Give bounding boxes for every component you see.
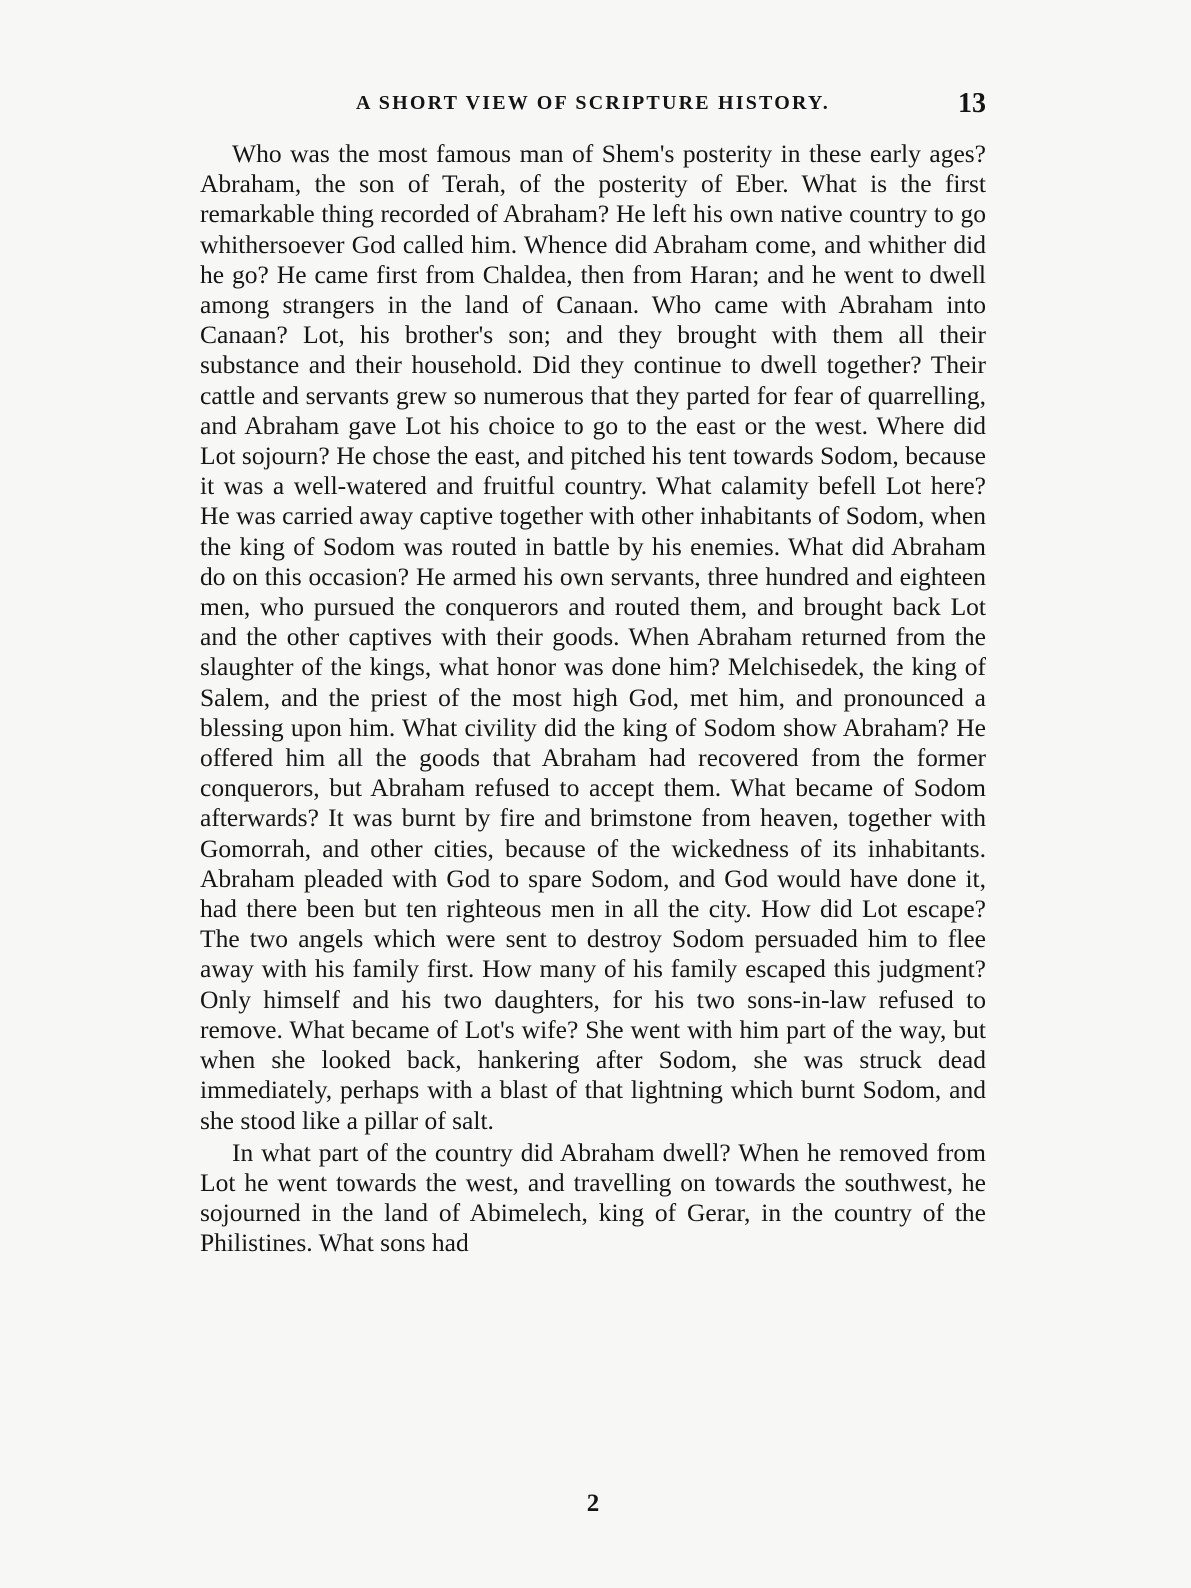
paragraph-2: In what part of the country did Abraham dwell? When he removed from Lot he went towards the west, and travelling on towards the southwest, he sojourned in the land of Abimelech, king of Gerar, in the country of the Philistines. What sons had [200,1137,986,1258]
paragraph-1: Who was the most famous man of Shem's posterity in these early ages? Abraham, the son of Terah, of the posterity of Eber. What is the first remarkable thing recorded of Abraham? He left his own native country to go whithersoever God called him. Whence did Abraham come, and whither did he go? He came first from Chaldea, then from Haran; and he went to dwell among strangers in the land of Canaan. Who came with Abraham into Canaan? Lot, his brother's son; and they brought with them all their substance and their household. Did they continue to dwell together? Their cattle and servants grew so numerous that they parted for fear of quarrelling, and Abraham gave Lot his choice to go to the east or the west. Where did Lot sojourn? He chose the east, and pitched his tent towards Sodom, because it was a well-watered and fruitful country. What calamity befell Lot here? He was carried away captive together with other inhabitants of Sodom, when the king of Sodom was routed in battle by his enemies. What did Abraham do on this occasion? He armed his own servants, three hundred and eighteen men, who pursued the conquerors and routed them, and brought back Lot and the other captives with their goods. When Abraham returned from the slaughter of the kings, what honor was done him? Melchisedek, the king of Salem, and the priest of the most high God, met him, and pronounced a blessing upon him. What civility did the king of Sodom show Abraham? He offered him all the goods that Abraham had recovered from the former conquerors, but Abraham refused to accept them. What became of Sodom afterwards? It was burnt by fire and brimstone from heaven, together with Gomorrah, and other cities, because of the wickedness of its inhabitants. Abraham pleaded with God to spare Sodom, and God would have done it, had there been but ten righteous men in all the city. How did Lot escape? The two angels which were sent to destroy Sodom persuaded him to flee away with his family first. How many of his family escaped this judgment? Only himself and his two daughters, for his two sons-in-law refused to remove. What became of Lot's wife? She went with him part of the way, but when she looked back, hankering after Sodom, she was struck dead immediately, perhaps with a blast of that lightning which burnt Sodom, and she stood like a pillar of salt. [200,139,987,1135]
body-text [200,139,986,1259]
running-title: A SHORT VIEW OF SCRIPTURE HISTORY. [356,92,830,114]
running-head [200,88,986,122]
signature-mark: 2 [586,1490,600,1517]
page-number: 13 [958,88,986,119]
